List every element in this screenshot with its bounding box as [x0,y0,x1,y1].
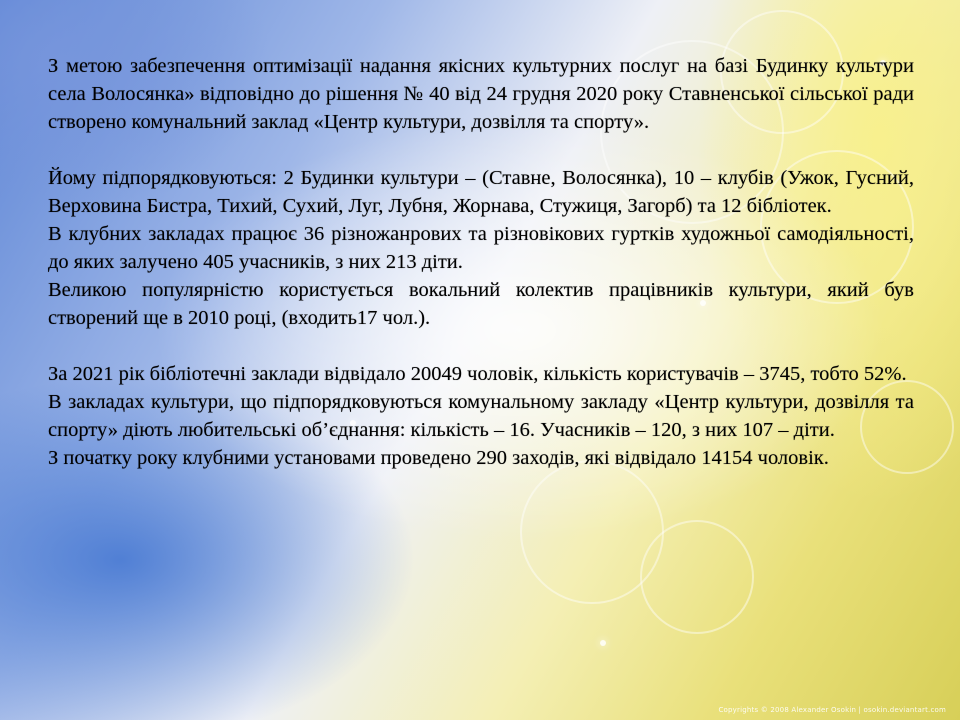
paragraph-libraries: За 2021 рік бібліотечні заклади відвідало 20049 чоловік, кількість користувачів – 3745, тобто 52%. [48,363,907,385]
paragraph-vocal-collective: Великою популярністю користується вокальний колектив працівників культури, який був створений ще в 2010 році, (входить17 чол.). [48,279,914,329]
paragraph-subordinates: Йому підпорядковуються: 2 Будинки культури – (Ставне, Волосянка), 10 – клубів (Ужок, Гусний, Верховина Бистра, Тихий, Сухий, Луг, Лубня, Жорнава, Стужиця, Загорб) та 12 бібліотек. [48,167,914,217]
paragraph-amateur-associations: В закладах культури, що підпорядковуються комунальному закладу «Центр культури, дозвілля та спорту» діють любительські об’єднання: кількість – 16. Учасників – 120, з них 107 – діти. [48,391,914,441]
paragraph-events: З початку року клубними установами проведено 290 заходів, які відвідало 14154 чоловік. [48,447,829,469]
swirl-decoration [640,520,754,634]
paragraph-intro: З метою забезпечення оптимізації надання якісних культурних послуг на базі Будинку культури села Волосянка» відповідно до рішення № 40 від 24 грудня 2020 року Ставненської сільської ради створено комунальний заклад «Центр культури, дозвілля та спорту». [48,55,914,133]
sparkle-decoration [600,640,606,646]
paragraph-clubs: В клубних закладах працює 36 різножанрових та різновікових гуртків художньої самодіяльності, до яких залучено 405 учасників, з них 213 діти. [48,223,914,273]
copyright-notice: Copyrights © 2008 Alexander Osokin | osokin.deviantart.com [718,706,946,714]
body-text [48,52,914,472]
